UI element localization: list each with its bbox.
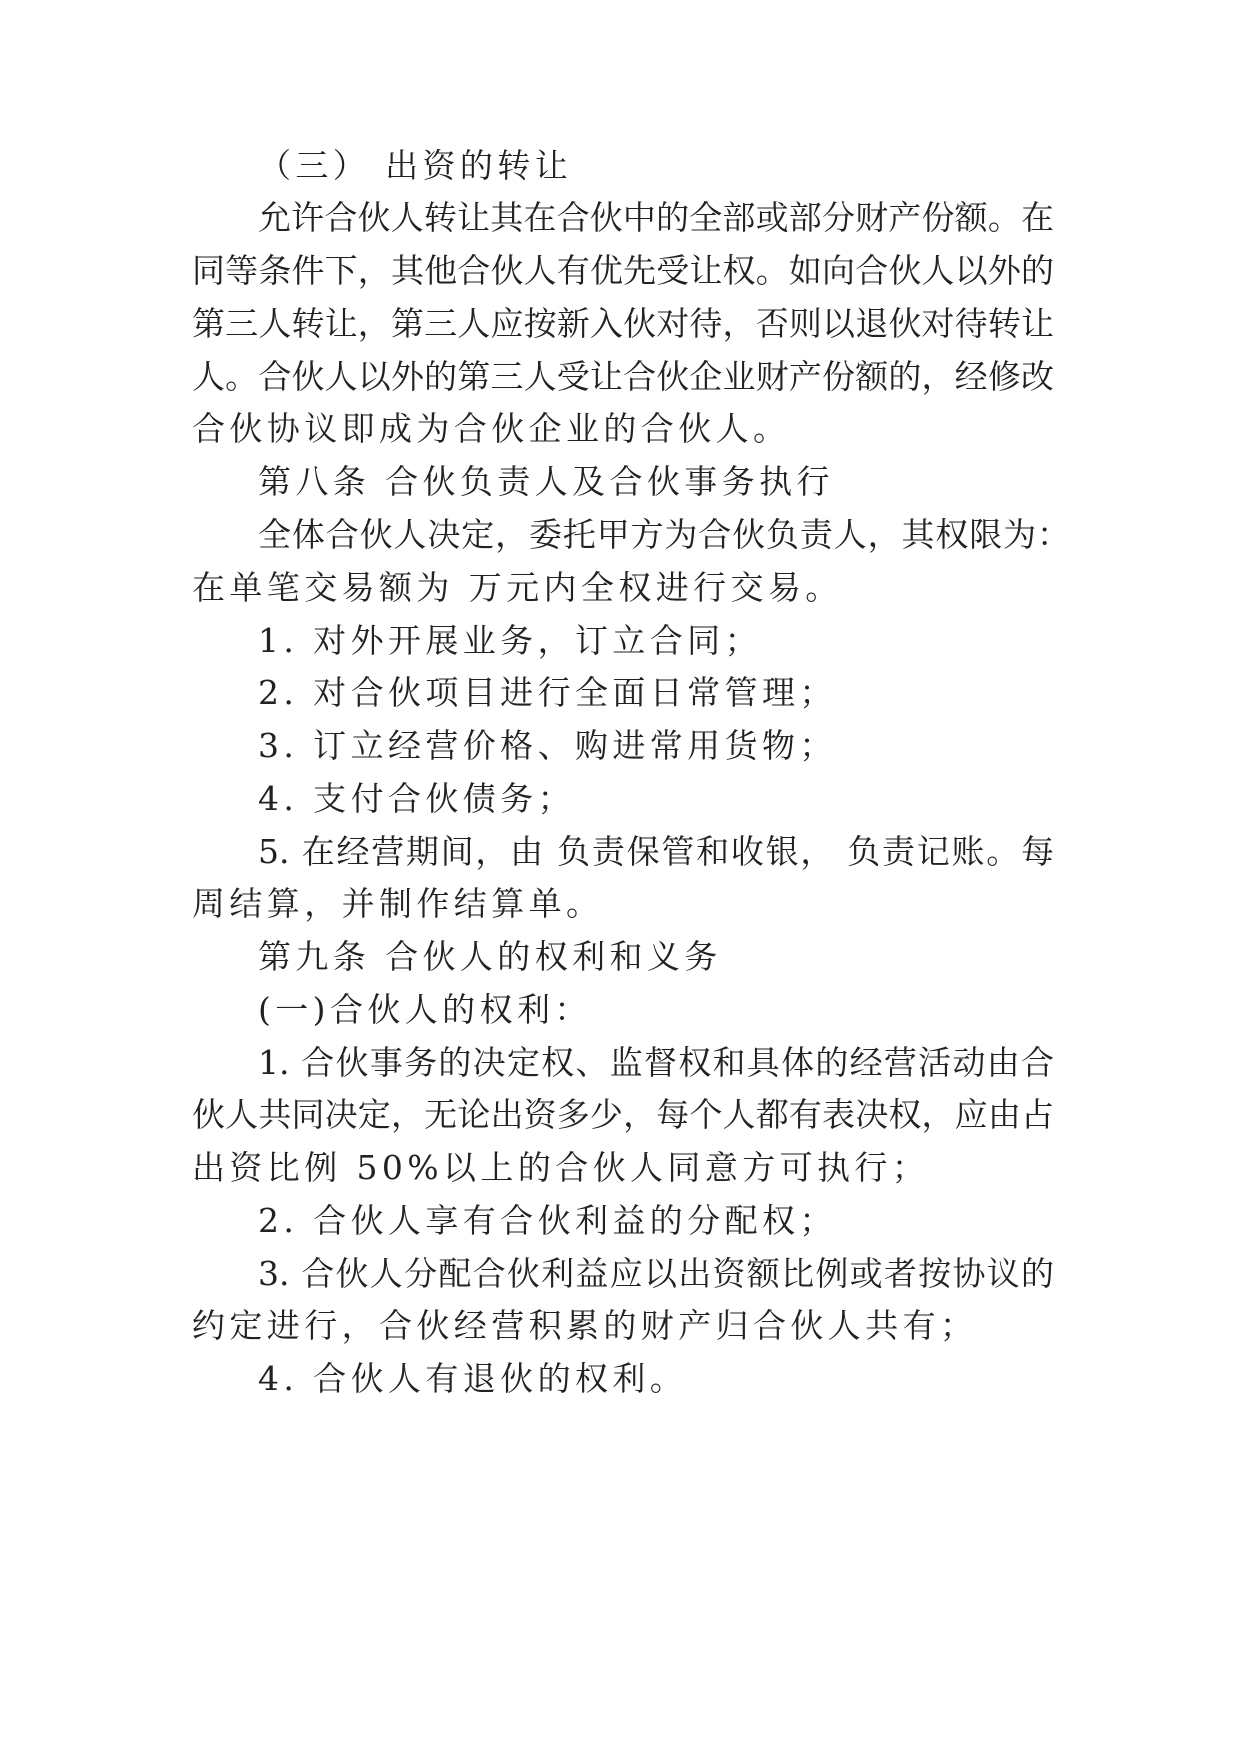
paragraph-line: 约定进行，合伙经营积累的财产归合伙人共有； [192,1306,978,1345]
list-item: 3. 订立经营价格、购进常用货物； [258,726,837,765]
paragraph-line: 人。合伙人以外的第三人受让合伙企业财产份额的，经修改 [192,357,1054,396]
paragraph-line: 在单笔交易额为 万元内全权进行交易。 [192,568,843,607]
subsection-heading: (一)合伙人的权利： [258,990,592,1029]
list-item: 2. 对合伙项目进行全面日常管理； [258,673,837,712]
article-heading: 第八条 合伙负责人及合伙事务执行 [258,462,834,501]
list-item: 4. 合伙人有退伙的权利。 [258,1359,688,1398]
paragraph-line: 出资比例 50%以上的合伙人同意方可执行； [192,1148,930,1187]
list-item: 4. 支付合伙债务； [258,779,575,818]
paragraph-line: 允许合伙人转让其在合伙中的全部或部分财产份额。在 [258,198,1054,237]
list-item: 2. 合伙人享有合伙利益的分配权； [258,1201,837,1240]
paragraph-line: 合伙协议即成为合伙企业的合伙人。 [192,409,791,448]
section-heading: （三） 出资的转让 [258,146,573,185]
paragraph-line: 第三人转让，第三人应按新入伙对待，否则以退伙对待转让 [192,304,1054,343]
list-item: 1. 合伙事务的决定权、监督权和具体的经营活动由合 [258,1043,1054,1082]
paragraph-line: 全体合伙人决定，委托甲方为合伙负责人，其权限为： [258,515,1070,554]
paragraph-line: 周结算，并制作结算单。 [192,884,604,923]
paragraph-line: 伙人共同决定，无论出资多少，每个人都有表决权，应由占 [192,1095,1054,1134]
list-item: 1. 对外开展业务，订立合同； [258,621,762,660]
list-item: 3. 合伙人分配合伙利益应以出资额比例或者按协议的 [258,1254,1054,1293]
list-item: 5. 在经营期间，由 负责保管和收银， 负责记账。每 [258,832,1054,871]
paragraph-line: 同等条件下，其他合伙人有优先受让权。如向合伙人以外的 [192,251,1054,290]
article-heading: 第九条 合伙人的权利和义务 [258,937,722,976]
